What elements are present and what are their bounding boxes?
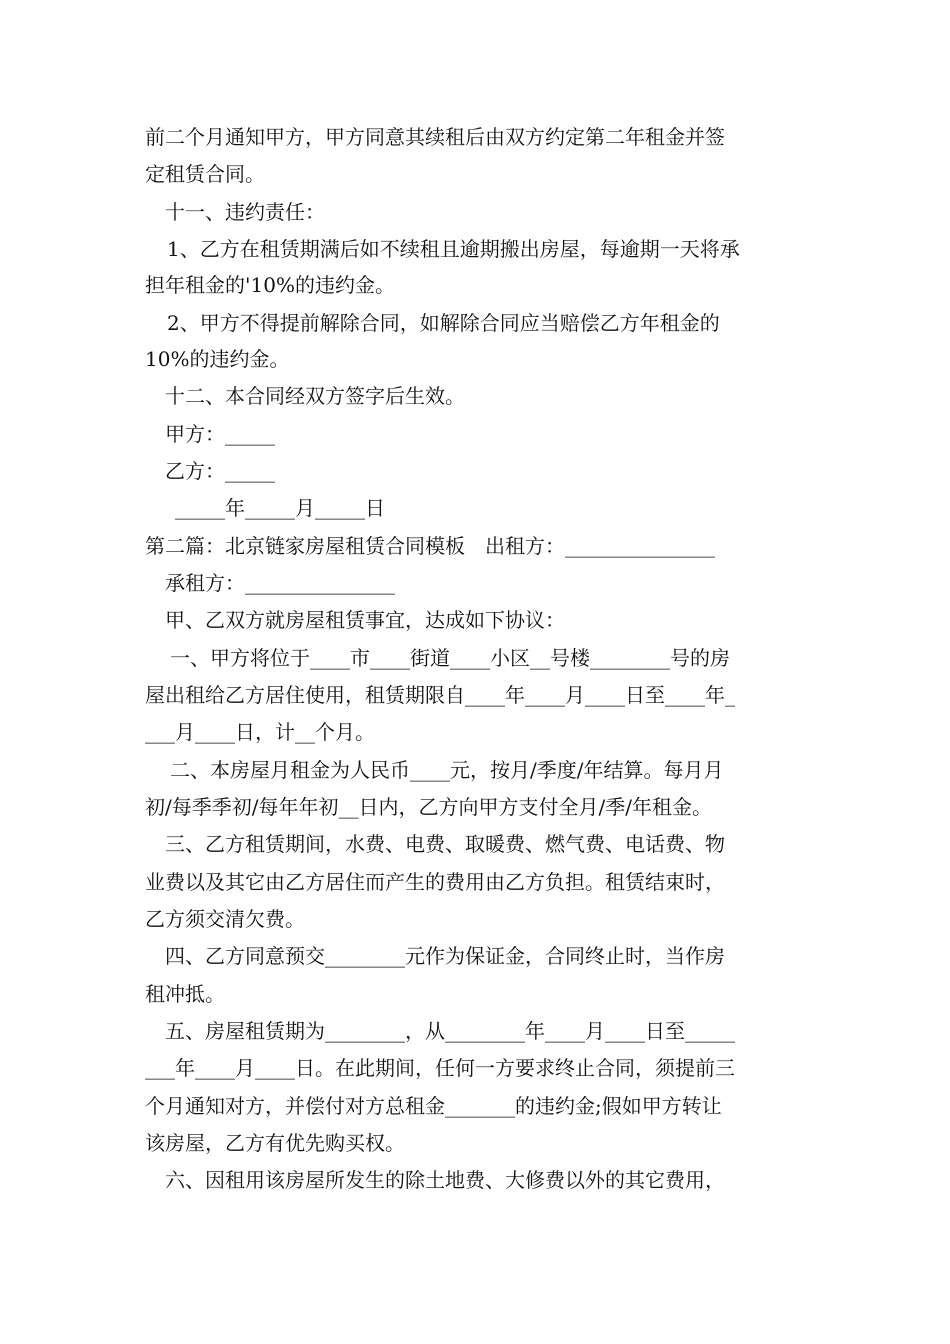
text-line: 六、因租用该房屋所发生的除土地费、大修费以外的其它费用， [165, 1168, 725, 1192]
text-line: ___月____日，计__个月。 [145, 720, 375, 744]
second-contract-title: 第二篇：北京链家房屋租赁合同模板 出租方：_______________ [145, 534, 715, 558]
text-line: ___年____月____日。在此期间，任何一方要求终止合同，须提前三 [145, 1056, 735, 1080]
text-line: 租冲抵。 [145, 982, 225, 1006]
text-line: 屋出租给乙方居住使用，租赁期限自____年____月____日至____年_ [145, 683, 735, 707]
text-line: 该房屋，乙方有优先购买权。 [145, 1131, 405, 1155]
text-line: 定租赁合同。 [145, 162, 265, 186]
text-line: 乙方须交清欠费。 [145, 907, 305, 931]
text-line: 一、甲方将位于____市____街道____小区__号楼________号的房 [170, 646, 730, 670]
party-b-signature-line: 乙方：_____ [165, 459, 275, 483]
section-heading-effective: 十二、本合同经双方签字后生效。 [165, 384, 465, 408]
text-line: 个月通知对方，并偿付对方总租金_______的违约金;假如甲方转让 [145, 1094, 722, 1118]
text-line: 四、乙方同意预交________元作为保证金，合同终止时，当作房 [165, 944, 725, 968]
text-line: 10%的违约金。 [145, 347, 290, 371]
text-line: 初/每季季初/每年年初__日内，乙方向甲方支付全月/季/年租金。 [145, 795, 712, 819]
text-line: 2、甲方不得提前解除合同，如解除合同应当赔偿乙方年租金的 [167, 311, 720, 335]
text-line: 二、本房屋月租金为人民币____元，按月/季度/年结算。每月月 [170, 758, 724, 782]
text-line: 三、乙方租赁期间，水费、电费、取暖费、燃气费、电话费、物 [165, 832, 725, 856]
agreement-intro: 甲、乙双方就房屋租赁事宜，达成如下协议： [165, 608, 565, 632]
party-a-signature-line: 甲方：_____ [165, 422, 275, 446]
text-line: 业费以及其它由乙方居住而产生的费用由乙方负担。租赁结束时， [145, 870, 725, 894]
text-line: 五、房屋租赁期为________，从________年____月____日至_____ [165, 1019, 735, 1043]
text-line: 前二个月通知甲方，甲方同意其续租后由双方约定第二年租金并签 [145, 125, 725, 149]
text-line: 1、乙方在租赁期满后如不续租且逾期搬出房屋，每逾期一天将承 [167, 237, 740, 261]
text-line: 担年租金的'10%的违约金。 [145, 273, 395, 297]
section-heading-breach: 十一、违约责任： [165, 200, 325, 224]
date-line: _____年_____月_____日 [175, 496, 385, 520]
lessee-line: 承租方：_______________ [165, 571, 395, 595]
